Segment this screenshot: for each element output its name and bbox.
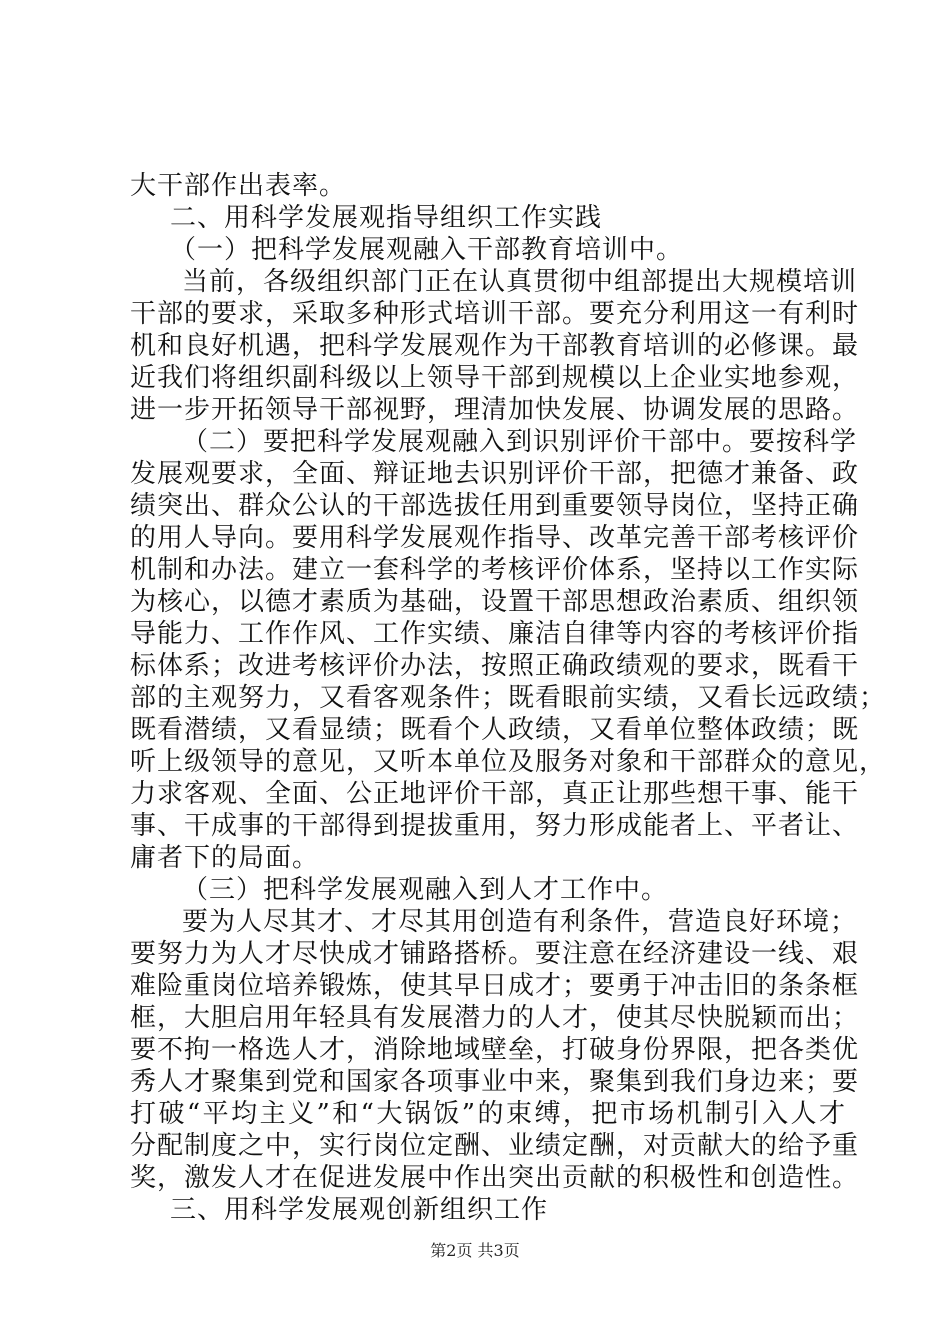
paragraph-line: 事、干成事的干部得到提拔重用，努力形成能者上、平者让、 <box>130 811 860 841</box>
paragraph-line: 秀人才聚集到党和国家各项事业中来，聚集到我们身边来；要 <box>130 1067 860 1097</box>
paragraph-line: 部的主观努力，又看客观条件；既看眼前实绩，又看长远政绩； <box>130 683 887 713</box>
paragraph-line: 近我们将组织副科级以上领导干部到规模以上企业实地参观， <box>130 363 860 393</box>
paragraph-line: 听上级领导的意见，又听本单位及服务对象和干部群众的意见， <box>130 747 887 777</box>
paragraph-line: 大干部作出表率。 <box>130 171 347 201</box>
paragraph-line: 要努力为人才尽快成才铺路搭桥。要注意在经济建设一线、艰 <box>130 939 860 969</box>
paragraph-line: 为核心，以德才素质为基础，设置干部思想政治素质、组织领 <box>130 587 860 617</box>
paragraph-line: 既看潜绩，又看显绩；既看个人政绩，又看单位整体政绩；既 <box>130 715 860 745</box>
paragraph-line: 庸者下的局面。 <box>130 843 320 873</box>
paragraph-line: 导能力、工作作风、工作实绩、廉洁自律等内容的考核评价指 <box>130 619 860 649</box>
section-heading: 二、用科学发展观指导组织工作实践 <box>170 203 603 233</box>
subsection-heading: （一）把科学发展观融入干部教育培训中。 <box>170 235 684 265</box>
paragraph-line: 框，大胆启用年轻具有发展潜力的人才，使其尽快脱颖而出； <box>130 1003 860 1033</box>
subsection-heading: （三）把科学发展观融入到人才工作中。 <box>182 875 669 905</box>
document-body <box>130 170 887 1226</box>
paragraph-line: 要为人尽其才、才尽其用创造有利条件，营造良好环境； <box>182 907 858 937</box>
paragraph-line: 要不拘一格选人才，消除地域壁垒，打破身份界限，把各类优 <box>130 1035 860 1065</box>
paragraph-line: 当前，各级组织部门正在认真贯彻中组部提出大规模培训 <box>182 267 858 297</box>
paragraph-line: 分配制度之中，实行岗位定酬、业绩定酬，对贡献大的给予重 <box>130 1131 860 1161</box>
paragraph-line: 力求客观、全面、公正地评价干部，真正让那些想干事、能干 <box>130 779 860 809</box>
paragraph-line: 难险重岗位培养锻炼，使其早日成才；要勇于冲击旧的条条框 <box>130 971 860 1001</box>
paragraph-line: 标体系；改进考核评价办法，按照正确政绩观的要求，既看干 <box>130 651 860 681</box>
paragraph-line: 奖，激发人才在促进发展中作出突出贡献的积极性和创造性。 <box>130 1163 860 1193</box>
paragraph-line: 机制和办法。建立一套科学的考核评价体系，坚持以工作实际 <box>130 555 860 585</box>
paragraph-line: 干部的要求，采取多种形式培训干部。要充分利用这一有利时 <box>130 299 860 329</box>
paragraph-line: 机和良好机遇，把科学发展观作为干部教育培训的必修课。最 <box>130 331 860 361</box>
paragraph-line: 进一步开拓领导干部视野，理清加快发展、协调发展的思路。 <box>130 395 860 425</box>
paragraph-line: 发展观要求，全面、辩证地去识别评价干部，把德才兼备、政 <box>130 459 860 489</box>
page-number-footer: 第2页 共3页 <box>430 1241 520 1260</box>
paragraph-line: 绩突出、群众公认的干部选拔任用到重要领导岗位，坚持正确 <box>130 491 860 521</box>
paragraph-line: 打破“平均主义”和“大锅饭”的束缚，把市场机制引入人才 <box>130 1099 846 1129</box>
section-heading: 三、用科学发展观创新组织工作 <box>170 1195 549 1225</box>
paragraph-line: 的用人导向。要用科学发展观作指导、改革完善干部考核评价 <box>130 523 860 553</box>
subsection-heading: （二）要把科学发展观融入到识别评价干部中。要按科学 <box>182 427 858 457</box>
